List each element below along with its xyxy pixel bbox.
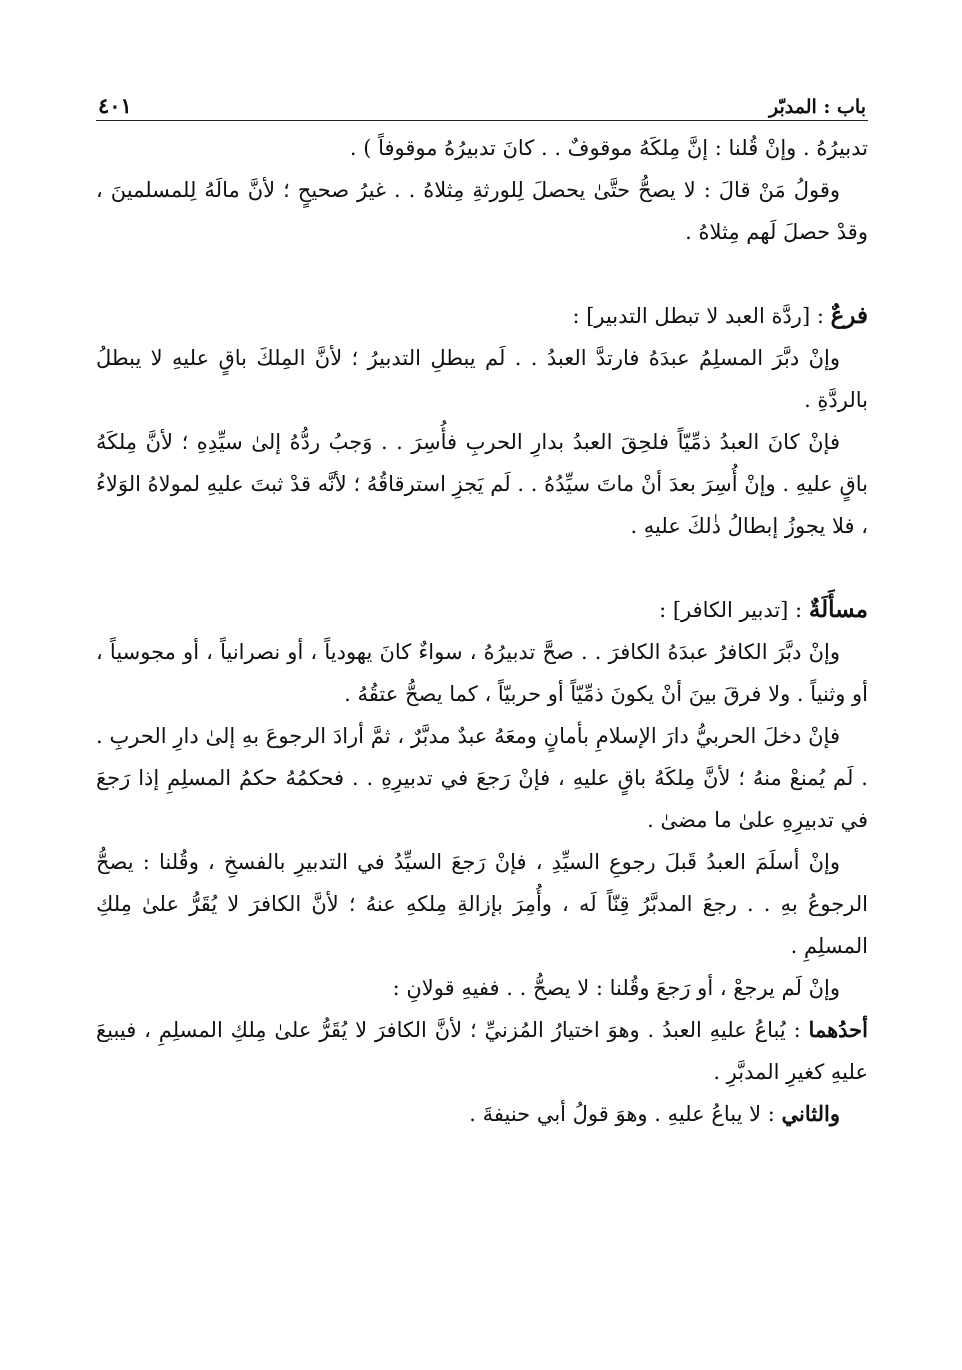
section-heading-far <box>96 295 868 337</box>
paragraph-9 <box>96 1009 868 1093</box>
paragraph-9-lead: أحدُهما <box>808 1017 868 1042</box>
paragraph-6: فإنْ دخلَ الحربيُّ دارَ الإسلامِ بأمانٍ ومعَهُ عبدٌ مدبَّرٌ ، ثمَّ أرادَ الرجوعَ بهِ إلىٰ دارِ الحربِ . . لَم يُمنعْ منهُ ؛ لأنَّ مِلكَهُ باقٍ عليهِ ، فإنْ رَجعَ في تدبيرِهِ . . فحكمُهُ حكمُ المسلِمِ إذا رَجعَ في تدبيرِهِ علىٰ ما مضىٰ . <box>96 724 868 832</box>
section-heading-masala <box>96 589 868 631</box>
paragraph-10 <box>96 1093 868 1135</box>
document-page <box>96 82 868 1135</box>
paragraph-3: وإنْ دبَّرَ المسلِمُ عبدَهُ فارتدَّ العبدُ . . لَم يبطلِ التدبيرُ ؛ لأنَّ المِلكَ باقٍ عليهِ لا يبطلُ بالردَّةِ . <box>96 346 868 412</box>
heading-keyword-far: فرعٌ <box>830 302 868 329</box>
chapter-title: باب : المدبّر <box>768 96 866 118</box>
paragraph-2: وقولُ مَنْ قالَ : لا يصحُّ حتَّىٰ يحصلَ لِلورثةِ مِثلاهُ . . غيرُ صحيحٍ ؛ لأنَّ مالَهُ لِلمسلمينَ ، وقدْ حصلَ لَهم مِثلاهُ . <box>96 178 868 244</box>
page-body <box>96 127 868 1135</box>
paragraph-9-text: : يُباعُ عليهِ العبدُ . وهوَ اختيارُ المُزنيِّ ؛ لأنَّ الكافرَ لا يُقَرُّ علىٰ مِلكِ المسلِمِ ، فيبيعَ عليهِ كغيرِ المدبَّرِ . <box>96 1018 868 1084</box>
running-header <box>96 82 868 121</box>
paragraph-7: وإنْ أسلَمَ العبدُ قَبلَ رجوعِ السيِّدِ ، فإنْ رَجعَ السيِّدُ في التدبيرِ بالفسخِ ، وقُلنا : يصحُّ الرجوعُ بهِ . . رجعَ المدبَّرُ قِنّاً لَه ، وأُمِرَ بإزالةِ مِلكهِ عنهُ ؛ لأنَّ الكافرَ لا يُقَرُّ علىٰ مِلكِ المسلِمِ . <box>96 850 868 958</box>
paragraph-5: وإنْ دبَّرَ الكافرُ عبدَهُ الكافرَ . . صحَّ تدبيرُهُ ، سواءٌ كانَ يهودياً ، أو نصرانياً ، أو مجوسياً ، أو وثنياً . ولا فرقَ بينَ أنْ يكونَ ذمِّيّاً أو حربيّاً ، كما يصحُّ عتقُهُ . <box>96 640 868 706</box>
paragraph-1: تدبيرُهُ . وإنْ قُلنا : إنَّ مِلكَهُ موقوفٌ . . كانَ تدبيرُهُ موقوفاً ) . <box>349 136 868 160</box>
paragraph-4: فإنْ كانَ العبدُ ذمِّيّاً فلحِقَ العبدُ بدارِ الحربِ فأُسِرَ . . وَجبُ ردُّهُ إلىٰ سيِّدِهِ ؛ لأنَّ مِلكَهُ باقٍ عليهِ . وإنْ أُسِرَ بعدَ أنْ ماتَ سيِّدُهُ . . لَم يَجزِ استرقاقُهُ ؛ لأنَّه قدْ ثبتَ عليهِ لمولاهُ الوَلاءُ ، فلا يجوزُ إبطالُ ذٰلكَ عليهِ . <box>96 430 868 538</box>
section-gap <box>96 253 868 295</box>
paragraph-10-lead: والثاني <box>781 1101 840 1126</box>
heading-keyword-masala: مسأَلَةٌ <box>808 596 868 623</box>
page-number: ٤٠١ <box>98 93 132 118</box>
paragraph-8: وإنْ لَم يرجعْ ، أو رَجعَ وقُلنا : لا يصحُّ . . ففيهِ قولانِ : <box>392 976 840 1000</box>
heading-title-masala: : [تدبير الكافر] : <box>659 598 809 622</box>
section-gap <box>96 547 868 589</box>
paragraph-10-text: : لا يباعُ عليهِ . وهوَ قولُ أبي حنيفةَ . <box>469 1102 782 1126</box>
heading-title-far: : [ردَّة العبد لا تبطل التدبير] : <box>572 304 831 328</box>
